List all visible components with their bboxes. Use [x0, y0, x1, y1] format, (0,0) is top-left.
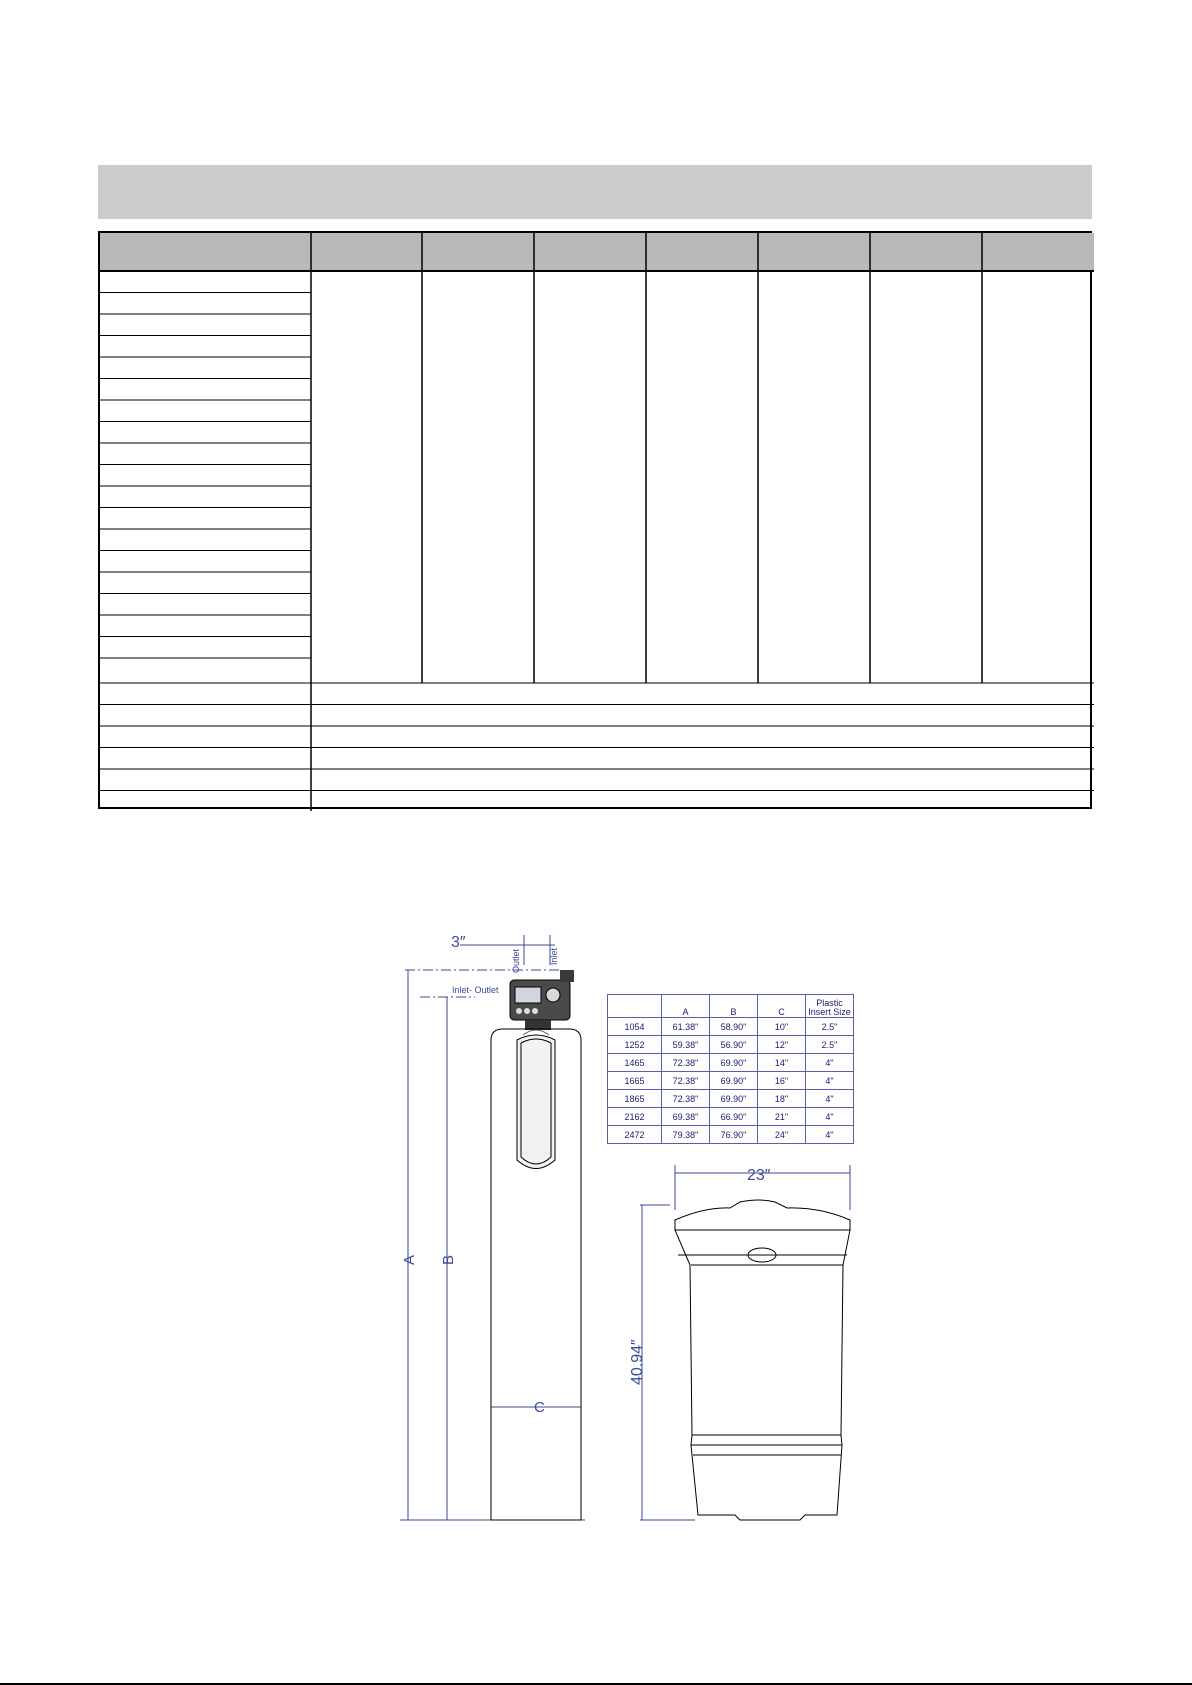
- dim-table-header: A: [662, 995, 710, 1018]
- brine-width-label: 23″: [747, 1167, 771, 1184]
- table-cell: 4": [806, 1072, 854, 1090]
- dim-table-header: C: [758, 995, 806, 1018]
- top-width-label: 3″: [451, 934, 466, 951]
- table-cell: 14": [758, 1054, 806, 1072]
- model-column-dividers: [422, 233, 982, 683]
- outlet-label: Outlet: [511, 948, 521, 973]
- inlet-outlet-label: Inlet- Outlet: [452, 985, 499, 995]
- table-cell: 76.90": [710, 1126, 758, 1144]
- table-cell: 10": [758, 1018, 806, 1036]
- table-cell: 4": [806, 1108, 854, 1126]
- inlet-label: Inlet: [549, 947, 559, 965]
- dimension-c-label: C: [534, 1399, 545, 1416]
- spec-table-header: [100, 233, 1094, 271]
- table-cell: 18": [758, 1090, 806, 1108]
- table-cell: 4": [806, 1090, 854, 1108]
- dim-table-header: B: [710, 995, 758, 1018]
- table-row: [608, 1054, 854, 1072]
- spec-title-bar: [98, 165, 1092, 219]
- table-row: [608, 1036, 854, 1054]
- table-cell: 2.5": [806, 1036, 854, 1054]
- table-cell: 4": [806, 1054, 854, 1072]
- table-cell: 79.38": [662, 1126, 710, 1144]
- resin-tank: [491, 1029, 581, 1520]
- spec-table-grid: [100, 233, 1094, 811]
- table-cell: 1865: [608, 1090, 662, 1108]
- table-cell: 2.5": [806, 1018, 854, 1036]
- table-cell: 72.38": [662, 1090, 710, 1108]
- table-cell: 2472: [608, 1126, 662, 1144]
- table-cell: 59.38": [662, 1036, 710, 1054]
- brine-height-label: 40.94″: [629, 1339, 646, 1385]
- table-cell: 21": [758, 1108, 806, 1126]
- table-cell: 1252: [608, 1036, 662, 1054]
- dimension-table: [607, 994, 854, 1144]
- control-valve: [510, 970, 574, 1030]
- table-cell: 72.38": [662, 1054, 710, 1072]
- table-cell: 69.90": [710, 1054, 758, 1072]
- dimension-b-label: B: [440, 1254, 457, 1265]
- table-row: [608, 1126, 854, 1144]
- table-cell: 4": [806, 1126, 854, 1144]
- table-cell: 66.90": [710, 1108, 758, 1126]
- table-cell: 2162: [608, 1108, 662, 1126]
- table-cell: 69.38": [662, 1108, 710, 1126]
- dimension-a-label: A: [401, 1254, 418, 1265]
- spec-row-lines: [100, 293, 1094, 791]
- table-cell: 58.90": [710, 1018, 758, 1036]
- table-cell: 56.90": [710, 1036, 758, 1054]
- brine-tank: [675, 1200, 850, 1520]
- table-cell: 61.38": [662, 1018, 710, 1036]
- dim-table-header: [608, 995, 662, 1018]
- table-cell: 16": [758, 1072, 806, 1090]
- table-cell: 1465: [608, 1054, 662, 1072]
- specification-table: [98, 231, 1092, 809]
- table-row: [608, 1072, 854, 1090]
- table-cell: 72.38": [662, 1072, 710, 1090]
- table-row: [608, 1108, 854, 1126]
- table-row: [608, 1018, 854, 1036]
- table-cell: 69.90": [710, 1090, 758, 1108]
- table-cell: 1054: [608, 1018, 662, 1036]
- table-row: [608, 1090, 854, 1108]
- table-cell: 69.90": [710, 1072, 758, 1090]
- table-cell: 1665: [608, 1072, 662, 1090]
- table-cell: 24": [758, 1126, 806, 1144]
- dim-table-header: Plastic Insert Size: [806, 995, 854, 1018]
- table-cell: 12": [758, 1036, 806, 1054]
